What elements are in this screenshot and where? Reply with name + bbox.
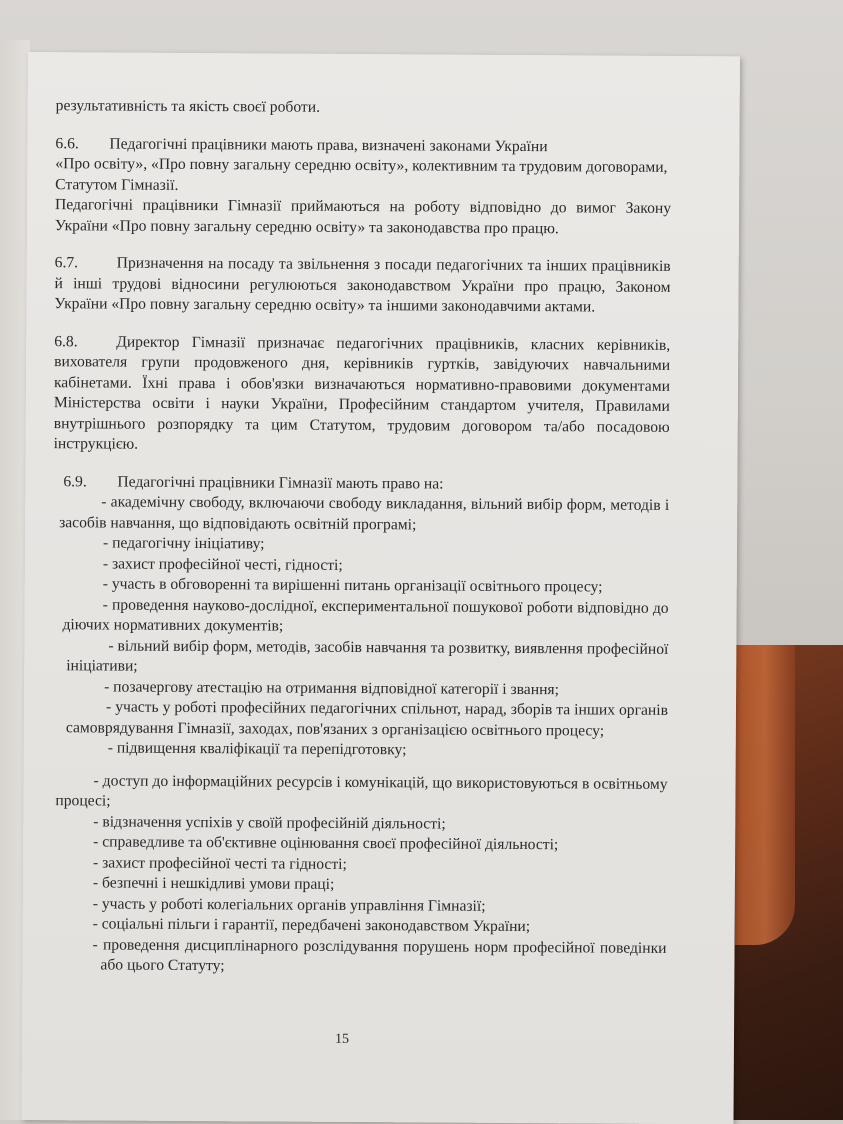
section-text: Педагогічні працівники мають права, визначені законами України bbox=[109, 134, 548, 155]
list-item: - проведення науково-дослідної, експериментальної пошукової роботи відповідно до діючих нормативних документів; bbox=[62, 595, 669, 635]
document-page bbox=[21, 52, 740, 1124]
section-text: Директор Гімназії призначає педагогічних працівників, класних керівників, вихователя групи продовженого дня, керівників гуртків, завідуючих навчальними кабінетами. Їхні права і обов'язки визначаються нормативно-правовими документами Міністерства освіти і науки України, Професійним стандартом учителя, Правилами внутрішнього розпорядку та цим Статутом, трудовим договором та/або посадовою інструкцією. bbox=[53, 333, 671, 453]
section-6-7 bbox=[54, 253, 670, 318]
list-item: - педагогічну ініціативу; bbox=[102, 534, 265, 553]
list-item: - участь у роботі колегіальних органів управління Гімназії; bbox=[92, 894, 486, 915]
page-content bbox=[50, 96, 671, 979]
list-item: - доступ до інформаційних ресурсів і комунікацій, що використовуються в освітньому процесі; bbox=[55, 771, 668, 810]
text-line: результативність та якість своєї роботи. bbox=[55, 97, 321, 116]
list-item: - захист професійної честі, гідності; bbox=[102, 554, 343, 574]
list-item: - підвищення кваліфікації та перепідготовку; bbox=[107, 739, 407, 759]
section-text: Педагогічні працівники Гімназії мають право на: bbox=[117, 473, 444, 493]
list-item: - участь у роботі професійних педагогічних спільнот, нарад, зборів та інших органів самоврядування Гімназії, заходах, пов'язаних з організацією освітнього процесу; bbox=[65, 698, 669, 740]
page-number: 15 bbox=[334, 1031, 350, 1047]
list-item: - вільний вибір форм, методів, засобів навчання та розвитку, виявлення професійної ініціативи; bbox=[66, 637, 669, 675]
list-item: - академічну свободу, включаючи свободу викладання, вільний вибір форм, методів і засобів навчання, що відповідають освітній програмі; bbox=[59, 493, 670, 533]
list-item: - справедливе та об'єктивне оцінювання своєї професійної діяльності; bbox=[93, 833, 559, 854]
list-item: - безпечні і нешкідливі умови праці; bbox=[92, 874, 335, 893]
section-text: Призначення на посаду та звільнення з посади педагогічних та інших працівників й інші трудові відносини регулюються законодавством України про працю, Законом України «Про повну загальну середню освіту» та іншими законодавчими актами. bbox=[54, 254, 671, 316]
section-number: 6.8. bbox=[54, 332, 78, 350]
list-item: - відзначення успіхів у своїй професійній діяльності; bbox=[93, 812, 446, 833]
section-number: 6.9. bbox=[63, 472, 87, 490]
section-number: 6.6. bbox=[55, 134, 79, 152]
section-text: Педагогічні працівники Гімназії приймаються на роботу відповідно до вимог Закону України «Про повну загальну середню освіту» та законодавства про працю. bbox=[54, 196, 672, 237]
section-number: 6.7. bbox=[54, 254, 79, 272]
section-6-8 bbox=[54, 332, 671, 459]
list-item: - участь в обговоренні та вирішенні питань організації освітнього процесу; bbox=[102, 575, 603, 596]
list-item: - захист професійної честі та гідності; bbox=[92, 853, 347, 873]
section-text: «Про освіту», «Про повну загальну середню освіту», колективним та трудовим договорами, Статутом Гімназії. bbox=[55, 155, 668, 194]
list-item: - позачергову атестацію на отримання відповідної категорії і звання; bbox=[104, 677, 560, 698]
list-item: - соціальні пільги і гарантії, передбачені законодавством України; bbox=[92, 915, 531, 936]
list-item: - проведення дисциплінарного розслідування порушень норм професійної поведінки або цього Статуту; bbox=[92, 935, 667, 975]
table-edge bbox=[735, 645, 795, 945]
